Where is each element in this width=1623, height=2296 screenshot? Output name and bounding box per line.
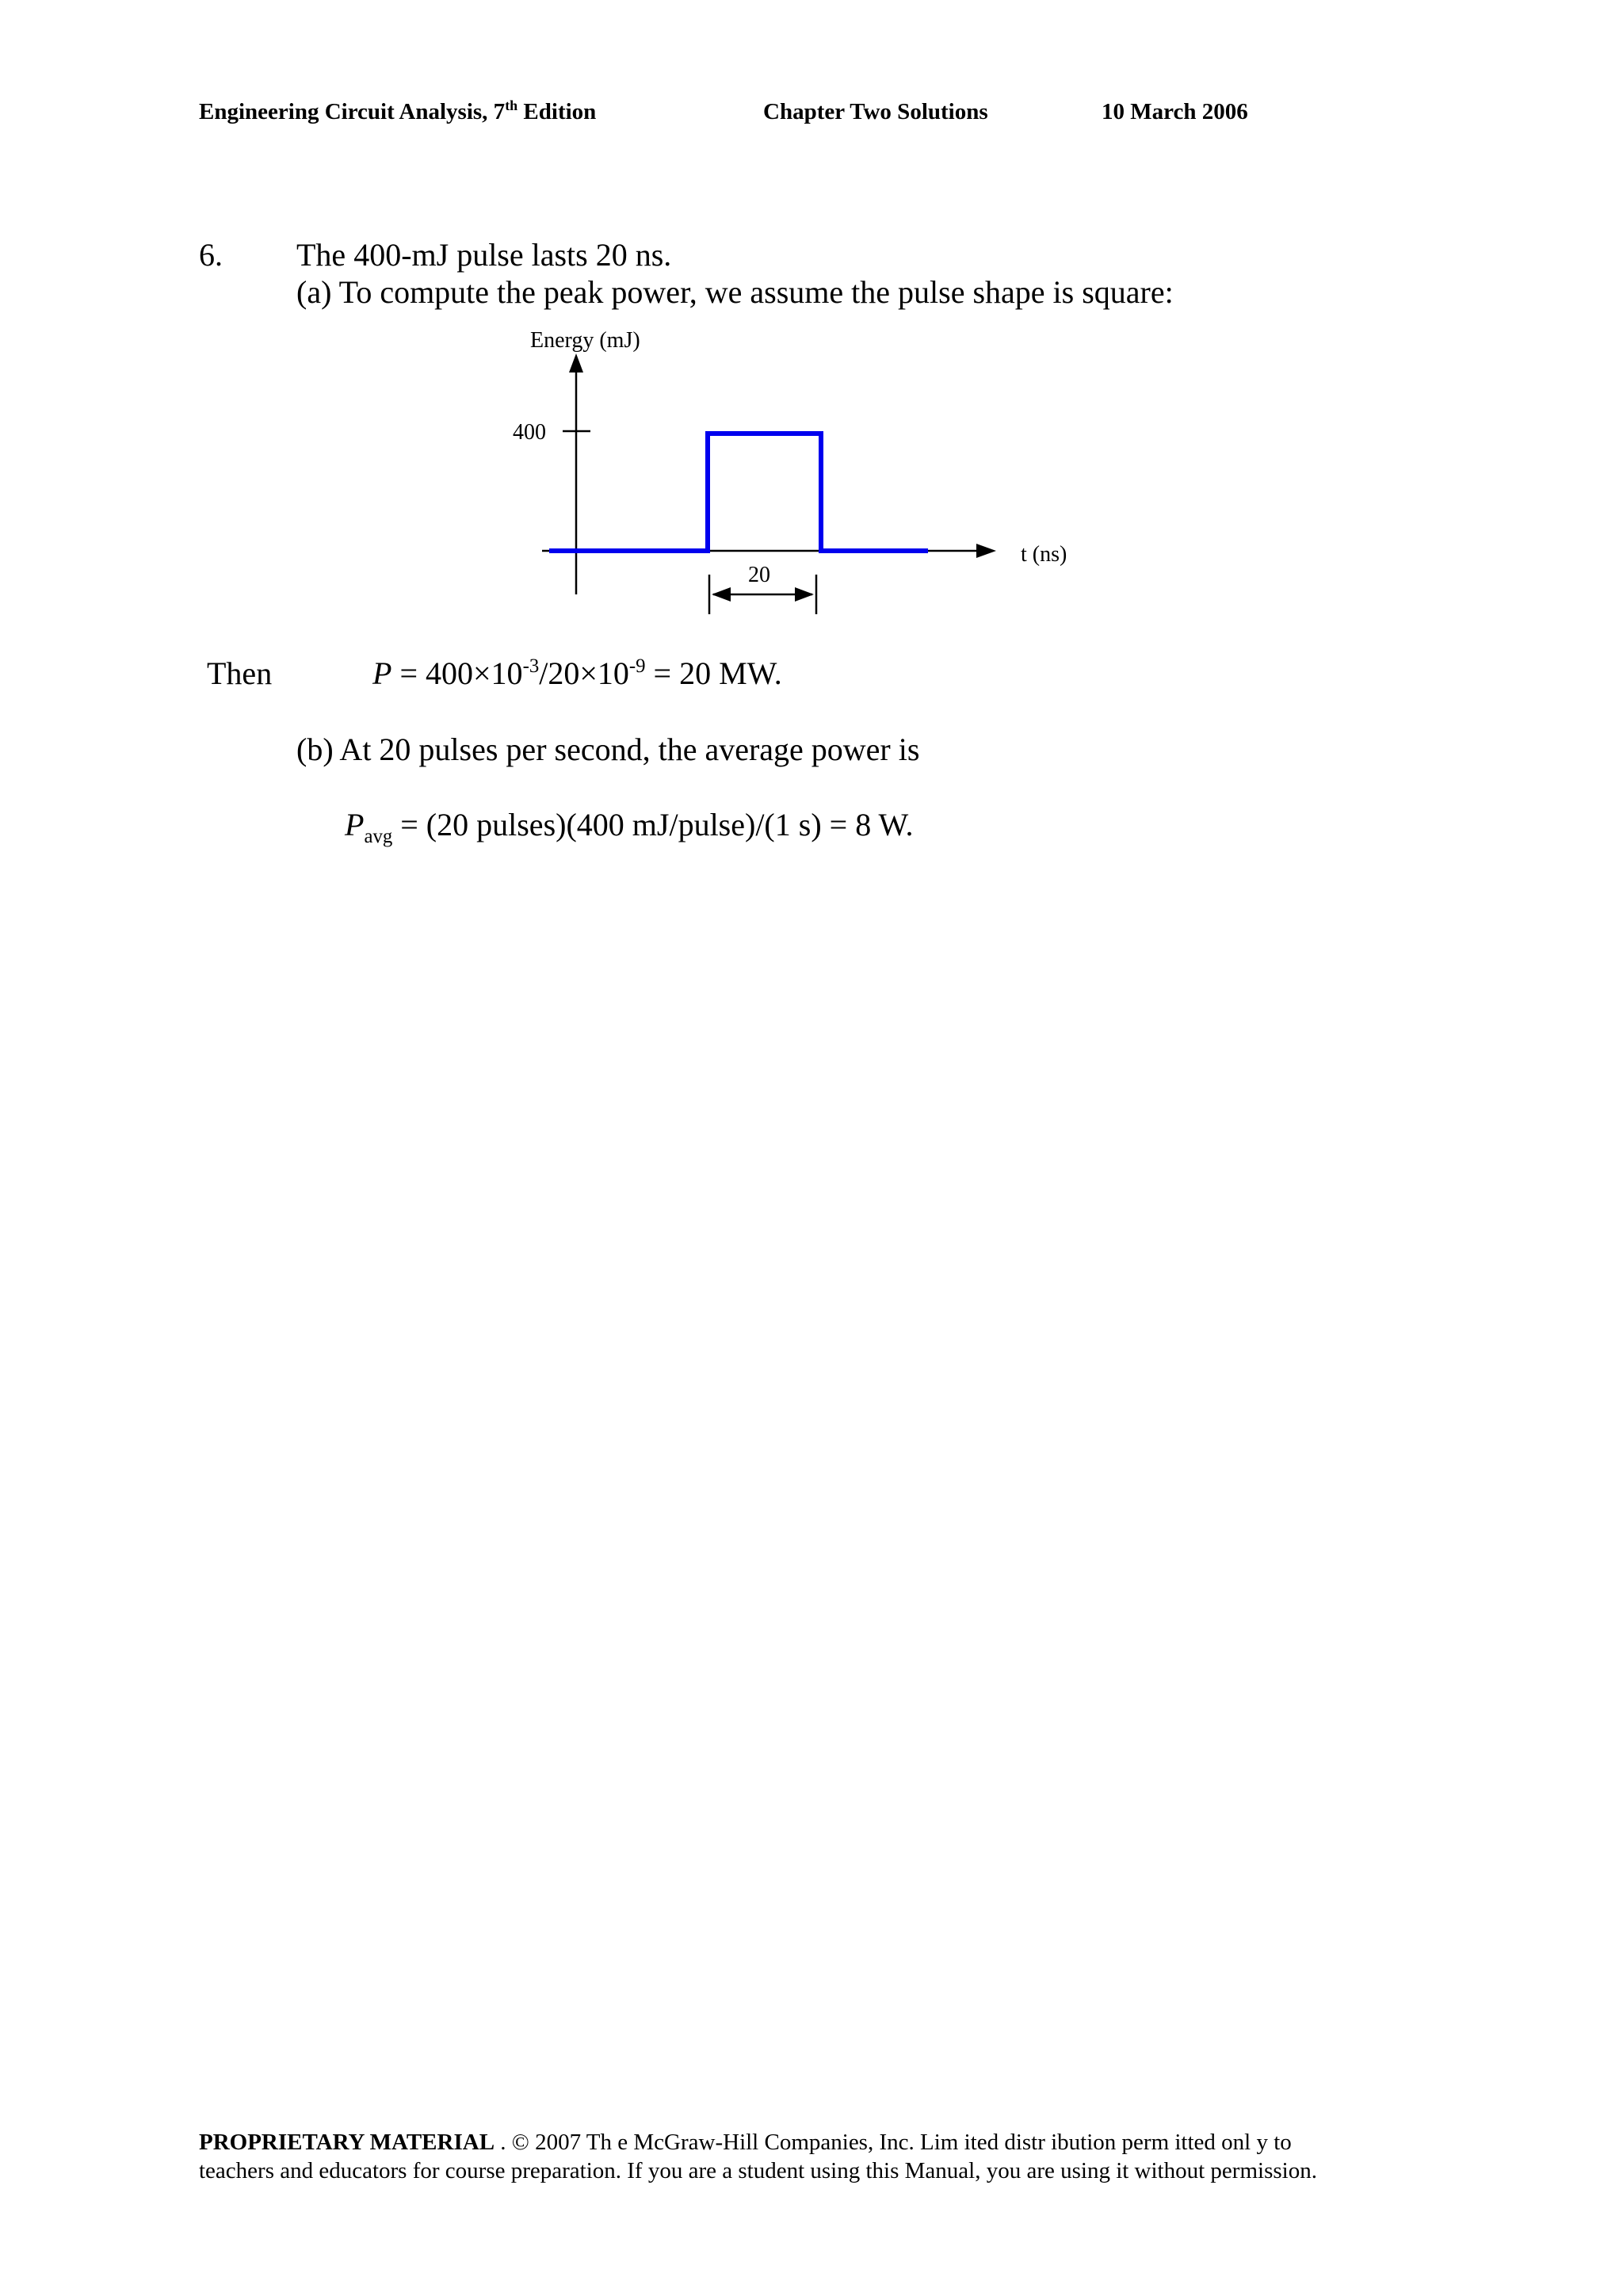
width-dim-right-arrow [795,587,814,602]
pulse-waveform [549,434,928,551]
problem-number: 6. [199,237,223,273]
y-axis-arrowhead [569,353,583,372]
x-axis-arrowhead [976,544,996,558]
power-variable: P [372,655,392,691]
width-dim-left-arrow [712,587,731,602]
y-tick-label-400: 400 [513,420,546,445]
footer-line-1-text: . © 2007 Th e McGraw-Hill Companies, Inc. Lim ited distr ibution perm itted onl y to [500,2130,1292,2155]
eq-part-2: /20×10 [539,655,629,691]
avg-power-variable: P [345,807,365,842]
footer-line-1 [199,2128,1317,2157]
running-header-chapter: Chapter Two Solutions [763,99,988,124]
avg-subscript: avg [364,825,393,847]
running-header-date: 10 March 2006 [1102,99,1248,124]
footer-notice [199,2128,1317,2185]
problem-part-a: (a) To compute the peak power, we assume the pulse shape is square: [296,274,1174,310]
solution-lead: Then [207,655,273,691]
eq-part-3: = 20 MW. [645,655,782,691]
peak-power-equation [372,655,782,692]
eq-exponent-2: -9 [628,655,646,678]
eq-exponent-1: -3 [522,655,540,678]
problem-statement: The 400-mJ pulse lasts 20 ns. [296,237,672,273]
x-axis-label: t (ns) [1021,542,1067,567]
book-title: Engineering Circuit Analysis, 7 [199,99,506,124]
footer-proprietary: PROPRIETARY MATERIAL [199,2130,495,2155]
book-title-suffix: Edition [517,99,597,124]
avg-power-eq: = (20 pulses)(400 mJ/pulse)/(1 s) = 8 W. [392,807,914,842]
average-power-equation [345,806,914,847]
y-axis-label: Energy (mJ) [530,328,640,353]
book-title-superscript: th [505,97,518,114]
problem-part-b: (b) At 20 pulses per second, the average power is [296,732,920,767]
footer-line-2: teachers and educators for course preparation. If you are a student using this Manual, you are using it without permission. [199,2158,1317,2183]
eq-part-1: = 400×10 [391,655,523,691]
width-label: 20 [748,563,770,587]
pulse-diagram [0,0,1623,650]
